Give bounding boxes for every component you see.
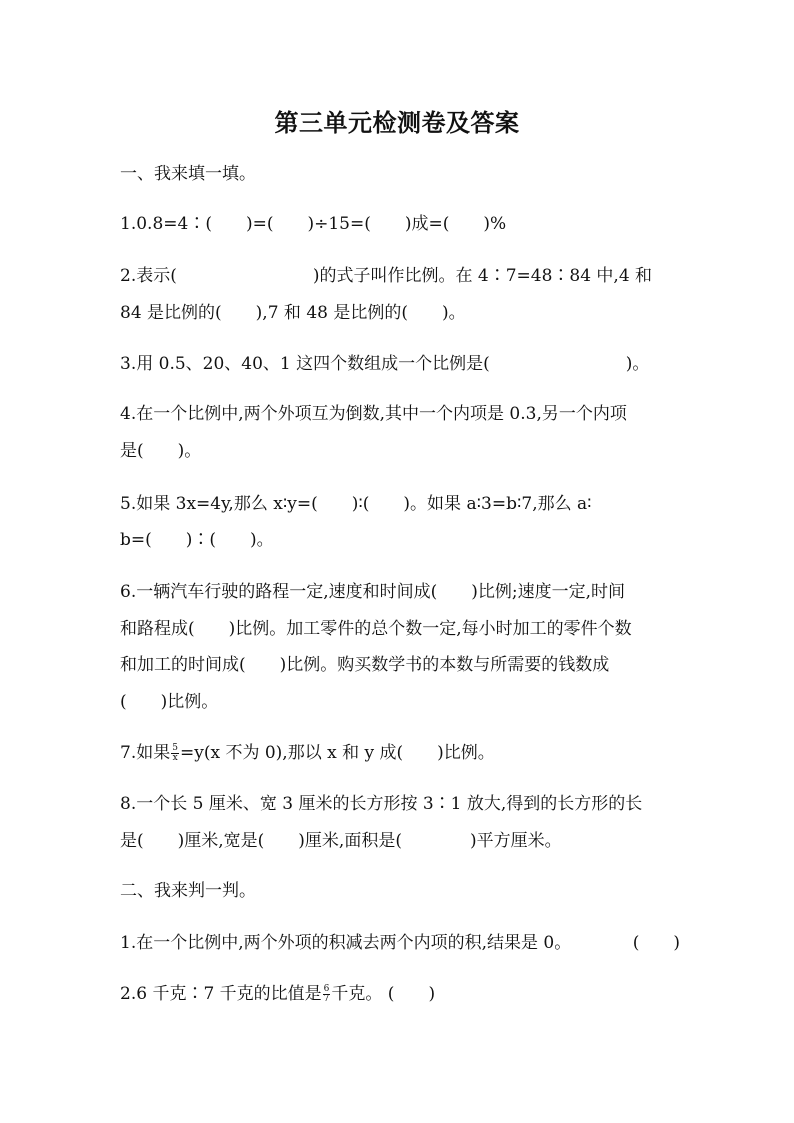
fraction-denominator: x [172,753,178,763]
judge-1-text: 1.在一个比例中,两个外项的积减去两个内项的积,结果是 0。 [120,933,572,953]
judge-2-prefix: 2.6 千克∶7 千克的比值是 [120,984,322,1004]
question-4-line-2: 是( )。 [120,441,202,461]
section-judge-heading: 二、我来判一判。 [120,881,256,901]
question-6-line-4: ( )比例。 [120,692,219,712]
question-7-prefix: 7.如果 [120,743,171,763]
question-7-suffix: =y(x 不为 0),那以 x 和 y 成( )比例。 [179,743,495,763]
fraction-numerator: 5 [172,743,178,753]
page-title: 第三单元检测卷及答案 [274,109,520,137]
question-7-fraction [171,744,179,763]
question-4-line-1: 4.在一个比例中,两个外项互为倒数,其中一个内项是 0.3,另一个内项 [120,404,627,424]
question-6-line-3: 和加工的时间成( )比例。购买数学书的本数与所需要的钱数成 [120,655,610,675]
section-fill-in-heading: 一、我来填一填。 [120,164,256,184]
fraction-denominator: 7 [323,994,330,1004]
judge-2-suffix: 千克。 ( ) [331,984,436,1004]
judge-2 [120,984,680,1004]
question-5-line-1: 5.如果 3x=4y,那么 x∶y=( )∶( )。如果 a∶3=b∶7,那么 a∶ [120,494,592,514]
question-6-line-2: 和路程成( )比例。加工零件的总个数一定,每小时加工的零件个数 [120,619,632,639]
question-5-line-2: b=( )∶( )。 [120,530,274,550]
judge-1 [120,933,680,953]
question-2-line-2: 84 是比例的( ),7 和 48 是比例的( )。 [120,303,466,323]
question-8-line-1: 8.一个长 5 厘米、宽 3 厘米的长方形按 3∶1 放大,得到的长方形的长 [120,794,643,814]
judge-1-answer-paren: ( ) [632,933,680,953]
fraction-numerator: 6 [323,984,330,994]
judge-2-fraction [323,985,331,1004]
question-6-line-1: 6.一辆汽车行驶的路程一定,速度和时间成( )比例;速度一定,时间 [120,582,626,602]
question-2-line-1: 2.表示( )的式子叫作比例。在 4∶7=48∶84 中,4 和 [120,266,653,286]
question-8-line-2: 是( )厘米,宽是( )厘米,面积是( )平方厘米。 [120,831,562,851]
question-3: 3.用 0.5、20、40、1 这四个数组成一个比例是( )。 [120,354,650,374]
question-7 [120,743,680,763]
question-1: 1.0.8=4∶( )=( )÷15=( )成=( )% [120,214,507,234]
